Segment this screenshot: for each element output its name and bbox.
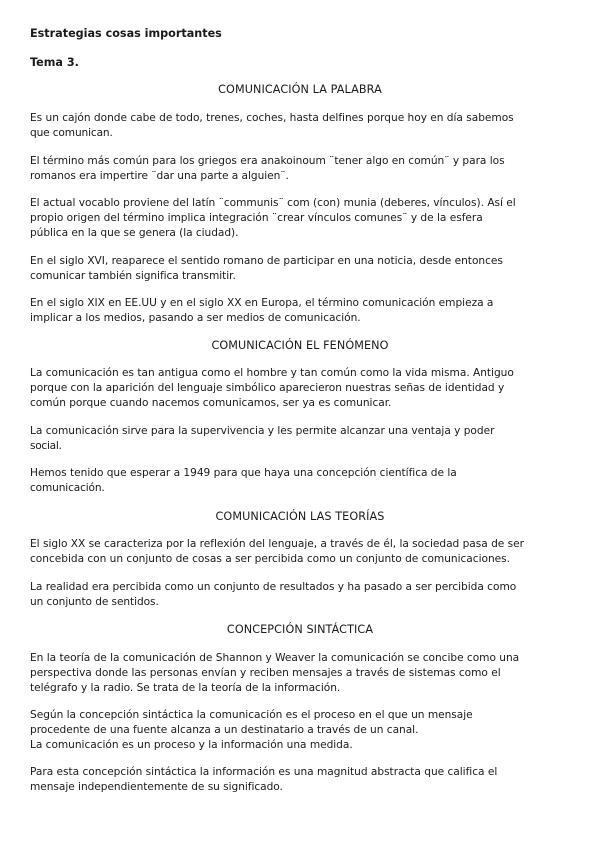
paragraph-line: La comunicación es un proceso y la información una medida. [30, 739, 353, 752]
paragraph-line: procedente de una fuente alcanza a un destinatario a través de un canal. [30, 724, 419, 737]
paragraph [30, 366, 580, 412]
paragraph-line: telégrafo y la radio. Se trata de la teoría de la información. [30, 682, 341, 695]
section-heading: COMUNICACIÓN LAS TEORÍAS [215, 510, 385, 523]
paragraph-line: Para esta concepción sintáctica la información es una magnitud abstracta que califica el [30, 766, 498, 778]
topic-label: Tema 3. [30, 56, 79, 69]
paragraph-line: Es un cajón donde cabe de todo, trenes, coches, hasta delfines porque hoy en día sabemos [30, 112, 514, 124]
paragraph-line: que comunican. [30, 127, 113, 140]
paragraph [30, 708, 580, 754]
paragraph-line: En el siglo XIX en EE.UU y en el siglo XX en Europa, el término comunicación empieza a [30, 297, 494, 309]
paragraph-line: Según la concepción sintáctica la comunicación es el proceso en el que un mensaje [30, 709, 473, 721]
paragraph-line: propio origen del término implica integración ¨crear vínculos comunes¨ y de la esfera [30, 212, 483, 225]
section-heading: COMUNICACIÓN EL FENÓMENO [211, 339, 389, 352]
paragraph-line: social. [30, 440, 62, 453]
paragraph-line: En el siglo XVI, reaparece el sentido romano de participar en una noticia, desde entonces [30, 255, 503, 267]
paragraph [30, 651, 580, 697]
paragraph [30, 296, 580, 326]
paragraph-line: Hemos tenido que esperar a 1949 para que haya una concepción científica de la [30, 467, 457, 479]
paragraph-line: El término más común para los griegos era anakoinoum ¨tener algo en común¨ y para los [30, 155, 505, 167]
paragraph [30, 196, 580, 242]
paragraph-line: porque con la aparición del lenguaje simbólico aparecieron nuestras señas de identidad y [30, 382, 505, 395]
paragraph-line: un conjunto de sentidos. [30, 596, 159, 609]
paragraph-line: concebida con un conjunto de cosas a ser percibida como un conjunto de comunicaciones. [30, 553, 510, 566]
paragraph-line: perspectiva donde las personas envían y reciben mensajes a través de sistemas como el [30, 667, 501, 680]
paragraph-line: implicar a los medios, pasando a ser medios de comunicación. [30, 312, 361, 325]
paragraph [30, 254, 580, 284]
paragraph-line: La comunicación sirve para la supervivencia y les permite alcanzar una ventaja y poder [30, 425, 495, 437]
paragraph [30, 111, 580, 141]
paragraph [30, 765, 580, 795]
paragraph [30, 424, 580, 454]
paragraph [30, 537, 580, 567]
paragraph-line: mensaje independientemente de su significado. [30, 781, 283, 794]
paragraph-line: El siglo XX se caracteriza por la reflexión del lenguaje, a través de él, la sociedad pasa de ser [30, 538, 524, 550]
paragraph-line: El actual vocablo proviene del latín ¨communis¨ com (con) munia (deberes, vínculos). Así el [30, 197, 516, 209]
paragraph-line: En la teoría de la comunicación de Shannon y Weaver la comunicación se concibe como una [30, 652, 520, 664]
paragraph-line: romanos era impertire ¨dar una parte a alguien¨. [30, 170, 289, 183]
paragraph-line: comunicar también significa transmitir. [30, 270, 236, 283]
paragraph [30, 154, 580, 184]
paragraph-line: comunicación. [30, 482, 105, 495]
paragraph-line: La comunicación es tan antigua como el hombre y tan común como la vida misma. Antiguo [30, 367, 514, 379]
document-title: Estrategias cosas importantes [30, 27, 222, 40]
paragraph-line: La realidad era percibida como un conjunto de resultados y ha pasado a ser percibida como [30, 581, 517, 593]
paragraph [30, 466, 580, 496]
paragraph [30, 580, 580, 610]
paragraph-line: común porque cuando nacemos comunicamos, ser ya es comunicar. [30, 397, 392, 410]
section-heading: CONCEPCIÓN SINTÁCTICA [226, 623, 374, 636]
paragraph-line: pública en la que se genera (la ciudad). [30, 227, 239, 240]
section-heading: COMUNICACIÓN LA PALABRA [218, 83, 382, 96]
